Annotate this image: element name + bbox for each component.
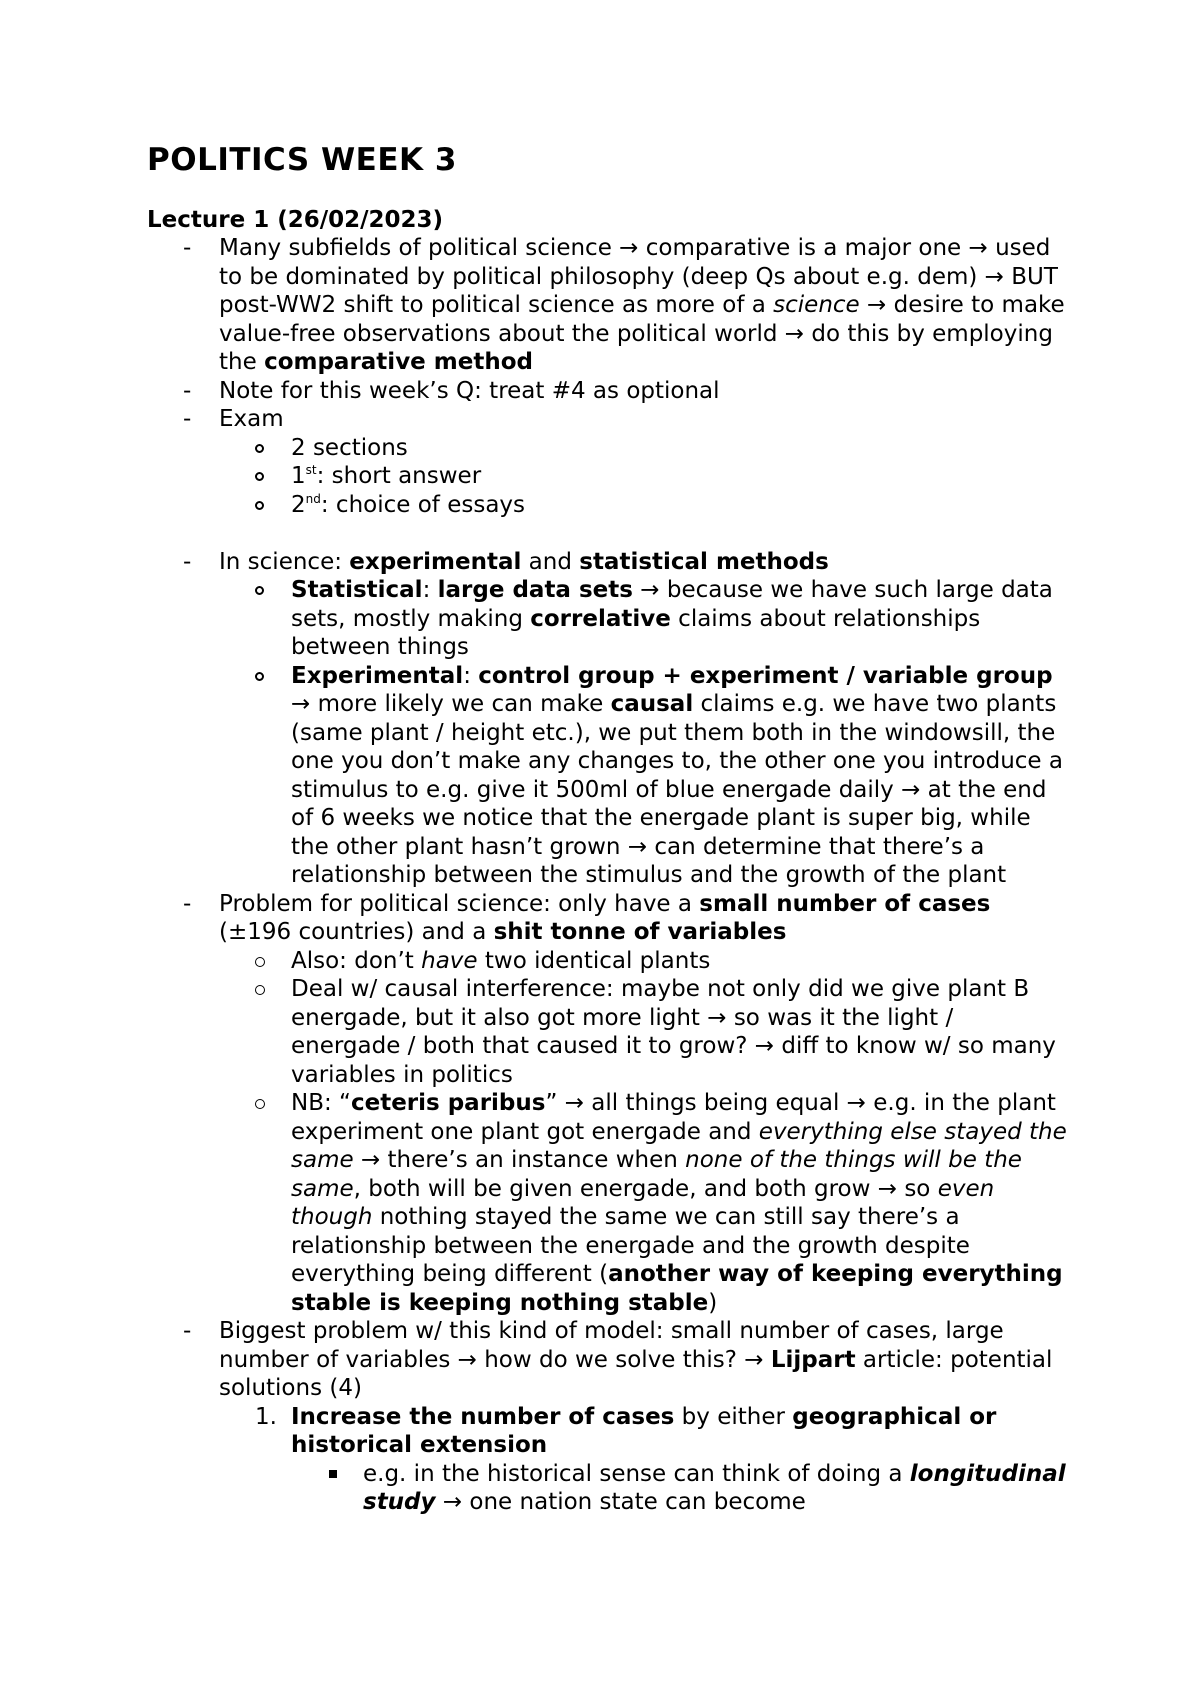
circle-bullet-icon: [255, 501, 264, 510]
sub-list: [291, 1460, 1067, 1517]
number-marker: 1.: [255, 1403, 277, 1430]
circle-bullet-icon: [255, 672, 264, 681]
dash-marker: -: [183, 235, 192, 261]
dash-marker: -: [183, 548, 192, 575]
numbered-list: [219, 1403, 1067, 1517]
dash-marker: -: [183, 1318, 192, 1344]
circle-bullet-icon: [255, 586, 264, 595]
square-bullet-icon: [329, 1470, 337, 1478]
sub-list: [219, 947, 1067, 1318]
circle-bullet-icon: [255, 985, 265, 995]
sub-list: [219, 434, 1067, 520]
list-item: Also: don’t have two identical plants: [219, 947, 1067, 976]
page-title: POLITICS WEEK 3: [147, 142, 457, 178]
sub-list: [219, 576, 1067, 890]
list-item: Deal w/ causal interference: maybe not only did we give plant B energade, but it also got more light → so was it the light / energade / both that caused it to grow? → diff to know w/ so many variables in politics: [219, 975, 1067, 1089]
list-item: - Biggest problem w/ this kind of model: small number of cases, large number of variables → how do we solve this? → Lijpart article: potential solutions (4) 1. Increase the number of cases by either geographical or historical extension e.g. in the historical sense can think of doing a longitudinal study → one nation state can become: [183, 1318, 1066, 1515]
list-item: - Exam 2 sections 1st: short answer 2nd: choice of essays: [147, 405, 1067, 548]
circle-bullet-icon: [255, 957, 265, 967]
dash-marker: -: [183, 890, 192, 917]
document-page: [147, 140, 1067, 1517]
list-item: 1st: short answer: [219, 462, 1067, 491]
list-item: Experimental: control group + experiment / variable group → more likely we can make causal claims e.g. we have two plants (same plant / height etc.), we put them both in the windowsill, the one you don’t make any changes to, the other one you introduce a stimulus to e.g. give it 500ml of blue energade daily → at the end of 6 weeks we notice that the energade plant is super big, while the other plant hasn’t grown → can determine that there’s a relationship between the stimulus and the growth of the plant: [219, 662, 1067, 890]
notes-list: [147, 234, 1067, 1517]
list-item: e.g. in the historical sense can think of doing a longitudinal study → one nation state can become: [291, 1460, 1067, 1517]
list-item: - Problem for political science: only have a small number of cases (±196 countries) and a shit tonne of variables Also: don’t have two identical plants Deal w/ causal interference: maybe not only did we give plant B energade, but it also got more light → so was it the light / energade / both that caused it to grow? → diff to know w/ so many variables in politics NB: “ceteris paribus” → all things being equal → e.g. in the plant experiment one plant got energade and everything else stayed the same → there’s an instance when none of the things will be the same, both will be given energade, and both grow → so even though nothing stayed the same we can still say there’s a relationship between the energade and the growth despite everything being different (another way of keeping everything stable is keeping nothing stable): [183, 890, 1067, 1316]
list-item: - Note for this week’s Q: treat #4 as optional: [183, 377, 720, 404]
list-item: NB: “ceteris paribus” → all things being equal → e.g. in the plant experiment one plant got energade and everything else stayed the same → there’s an instance when none of the things will be the same, both will be given energade, and both grow → so even though nothing stayed the same we can still say there’s a relationship between the energade and the growth despite everything being different (another way of keeping everything stable is keeping nothing stable): [219, 1089, 1067, 1317]
list-item: - In science: experimental and statistical methods Statistical: large data sets → because we have such large data sets, mostly making correlative claims about relationships between things Experimental: control group + experiment / variable group → more likely we can make causal claims e.g. we have two plants (same plant / height etc.), we put them both in the windowsill, the one you don’t make any changes to, the other one you introduce a stimulus to e.g. give it 500ml of blue energade daily → at the end of 6 weeks we notice that the energade plant is super big, while the other plant hasn’t grown → can determine that there’s a relationship between the stimulus and the growth of the plant: [147, 548, 1067, 890]
list-item: 2 sections: [219, 434, 1067, 463]
list-item: - Many subfields of political science → comparative is a major one → used to be dominated by political philosophy (deep Qs about e.g. dem) → BUT post-WW2 shift to political science as more of a science → desire to make value-free observations about the political world → do this by employing the comparative method: [183, 235, 1065, 375]
circle-bullet-icon: [255, 444, 264, 453]
list-item: 2nd: choice of essays: [219, 491, 1067, 520]
dash-marker: -: [183, 377, 192, 404]
list-item: Statistical: large data sets → because we have such large data sets, mostly making correlative claims about relationships between things: [219, 576, 1067, 662]
circle-bullet-icon: [255, 1099, 265, 1109]
circle-bullet-icon: [255, 472, 264, 481]
lecture-heading: Lecture 1 (26/02/2023): [147, 207, 444, 233]
dash-marker: -: [183, 406, 192, 432]
list-item: 1. Increase the number of cases by either geographical or historical extension e.g. in the historical sense can think of doing a longitudinal study → one nation state can become: [255, 1403, 1066, 1515]
